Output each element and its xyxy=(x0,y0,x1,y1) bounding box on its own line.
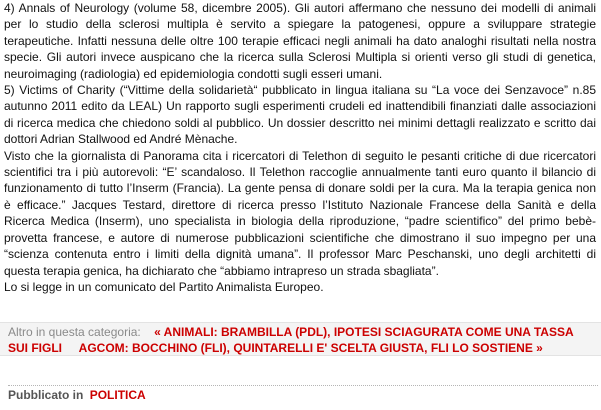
published-label: Pubblicato in xyxy=(8,388,84,402)
paragraph-telethon-critique: Visto che la giornalista di Panorama cita i ricercatori di Telethon di seguito le pesanti critiche di due ricercatori scientifici tra i più autorevoli: “E’ scandaloso. Il Telethon raccoglie annualmente tanti euro quanto il bilancio di funzionamento di tutto l’Inserm (Francia). La gente pensa di donare soldi per la cura. Ma la terapia genica non è efficace.” Jacques Testard, direttore di ricerca presso l’Istituto Nazionale Francese della Sanità e della Ricerca Medica (Inserm), uno specialista in biologia della riproduzione, “padre scientifico” del primo bebè-provetta francese, e autore di numerose pubblicazioni scientifiche che dimostrano il suo impegno per una “scienza contenuta entro i limiti della dignità umana”. Il professor Marc Peschanski, uno degli architetti di questa terapia genica, ha dichiarato che “abbiamo intrapreso un strada sbagliata”. xyxy=(4,148,596,278)
paragraph-source-note: Lo si legge in un comunicato del Partito Animalista Europeo. xyxy=(4,279,324,294)
published-in xyxy=(8,387,146,403)
next-article-link[interactable]: AGCOM: BOCCHINO (FLI), QUINTARELLI E' SCELTA GIUSTA, FLI LO SOSTIENE » xyxy=(78,341,543,355)
category-link-politica[interactable]: POLITICA xyxy=(89,388,146,402)
article-body xyxy=(4,0,596,295)
related-articles-bar xyxy=(0,322,601,356)
related-label: Altro in questa categoria: xyxy=(8,325,141,339)
paragraph-annals-of-neurology: 4) Annals of Neurology (volume 58, dicembre 2005). Gli autori affermano che nessuno dei modelli di animali per lo studio della sclerosi multipla è servito a spiegare la patogenesi, oppure a sviluppare strategie terapeutiche. Infatti nessuna delle oltre 100 terapie efficaci negli animali ha dato analoghi risultati nella nostra specie. Gli autori invece auspicano che la ricerca sulla Sclerosi Multipla si orienti verso gli studi di genetica, neuroimaging (radiologia) ed epidemiologia condotti sugli esseri umani. xyxy=(4,1,596,81)
paragraph-victims-of-charity: 5) Victims of Charity (“Vittime della solidarietà“ pubblicato in lingua italiana su “La voce dei Senzavoce” n.85 autunno 2011 edito da LEAL) Un rapporto sugli esperimenti crudeli ed inattendibili finanziati dalle associazioni di ricerca medica che chiedono soldi al pubblico. Un dossier descritto nei minimi dettagli realizzato e scritto dai dottori Adrian Stallwood ed André Mènache. xyxy=(4,83,596,147)
previous-article-link[interactable]: « ANIMALI: BRAMBILLA (PDL), IPOTESI SCIAGURATA COME UNA TASSA SUI FIGLI xyxy=(8,325,574,355)
divider xyxy=(8,385,598,386)
